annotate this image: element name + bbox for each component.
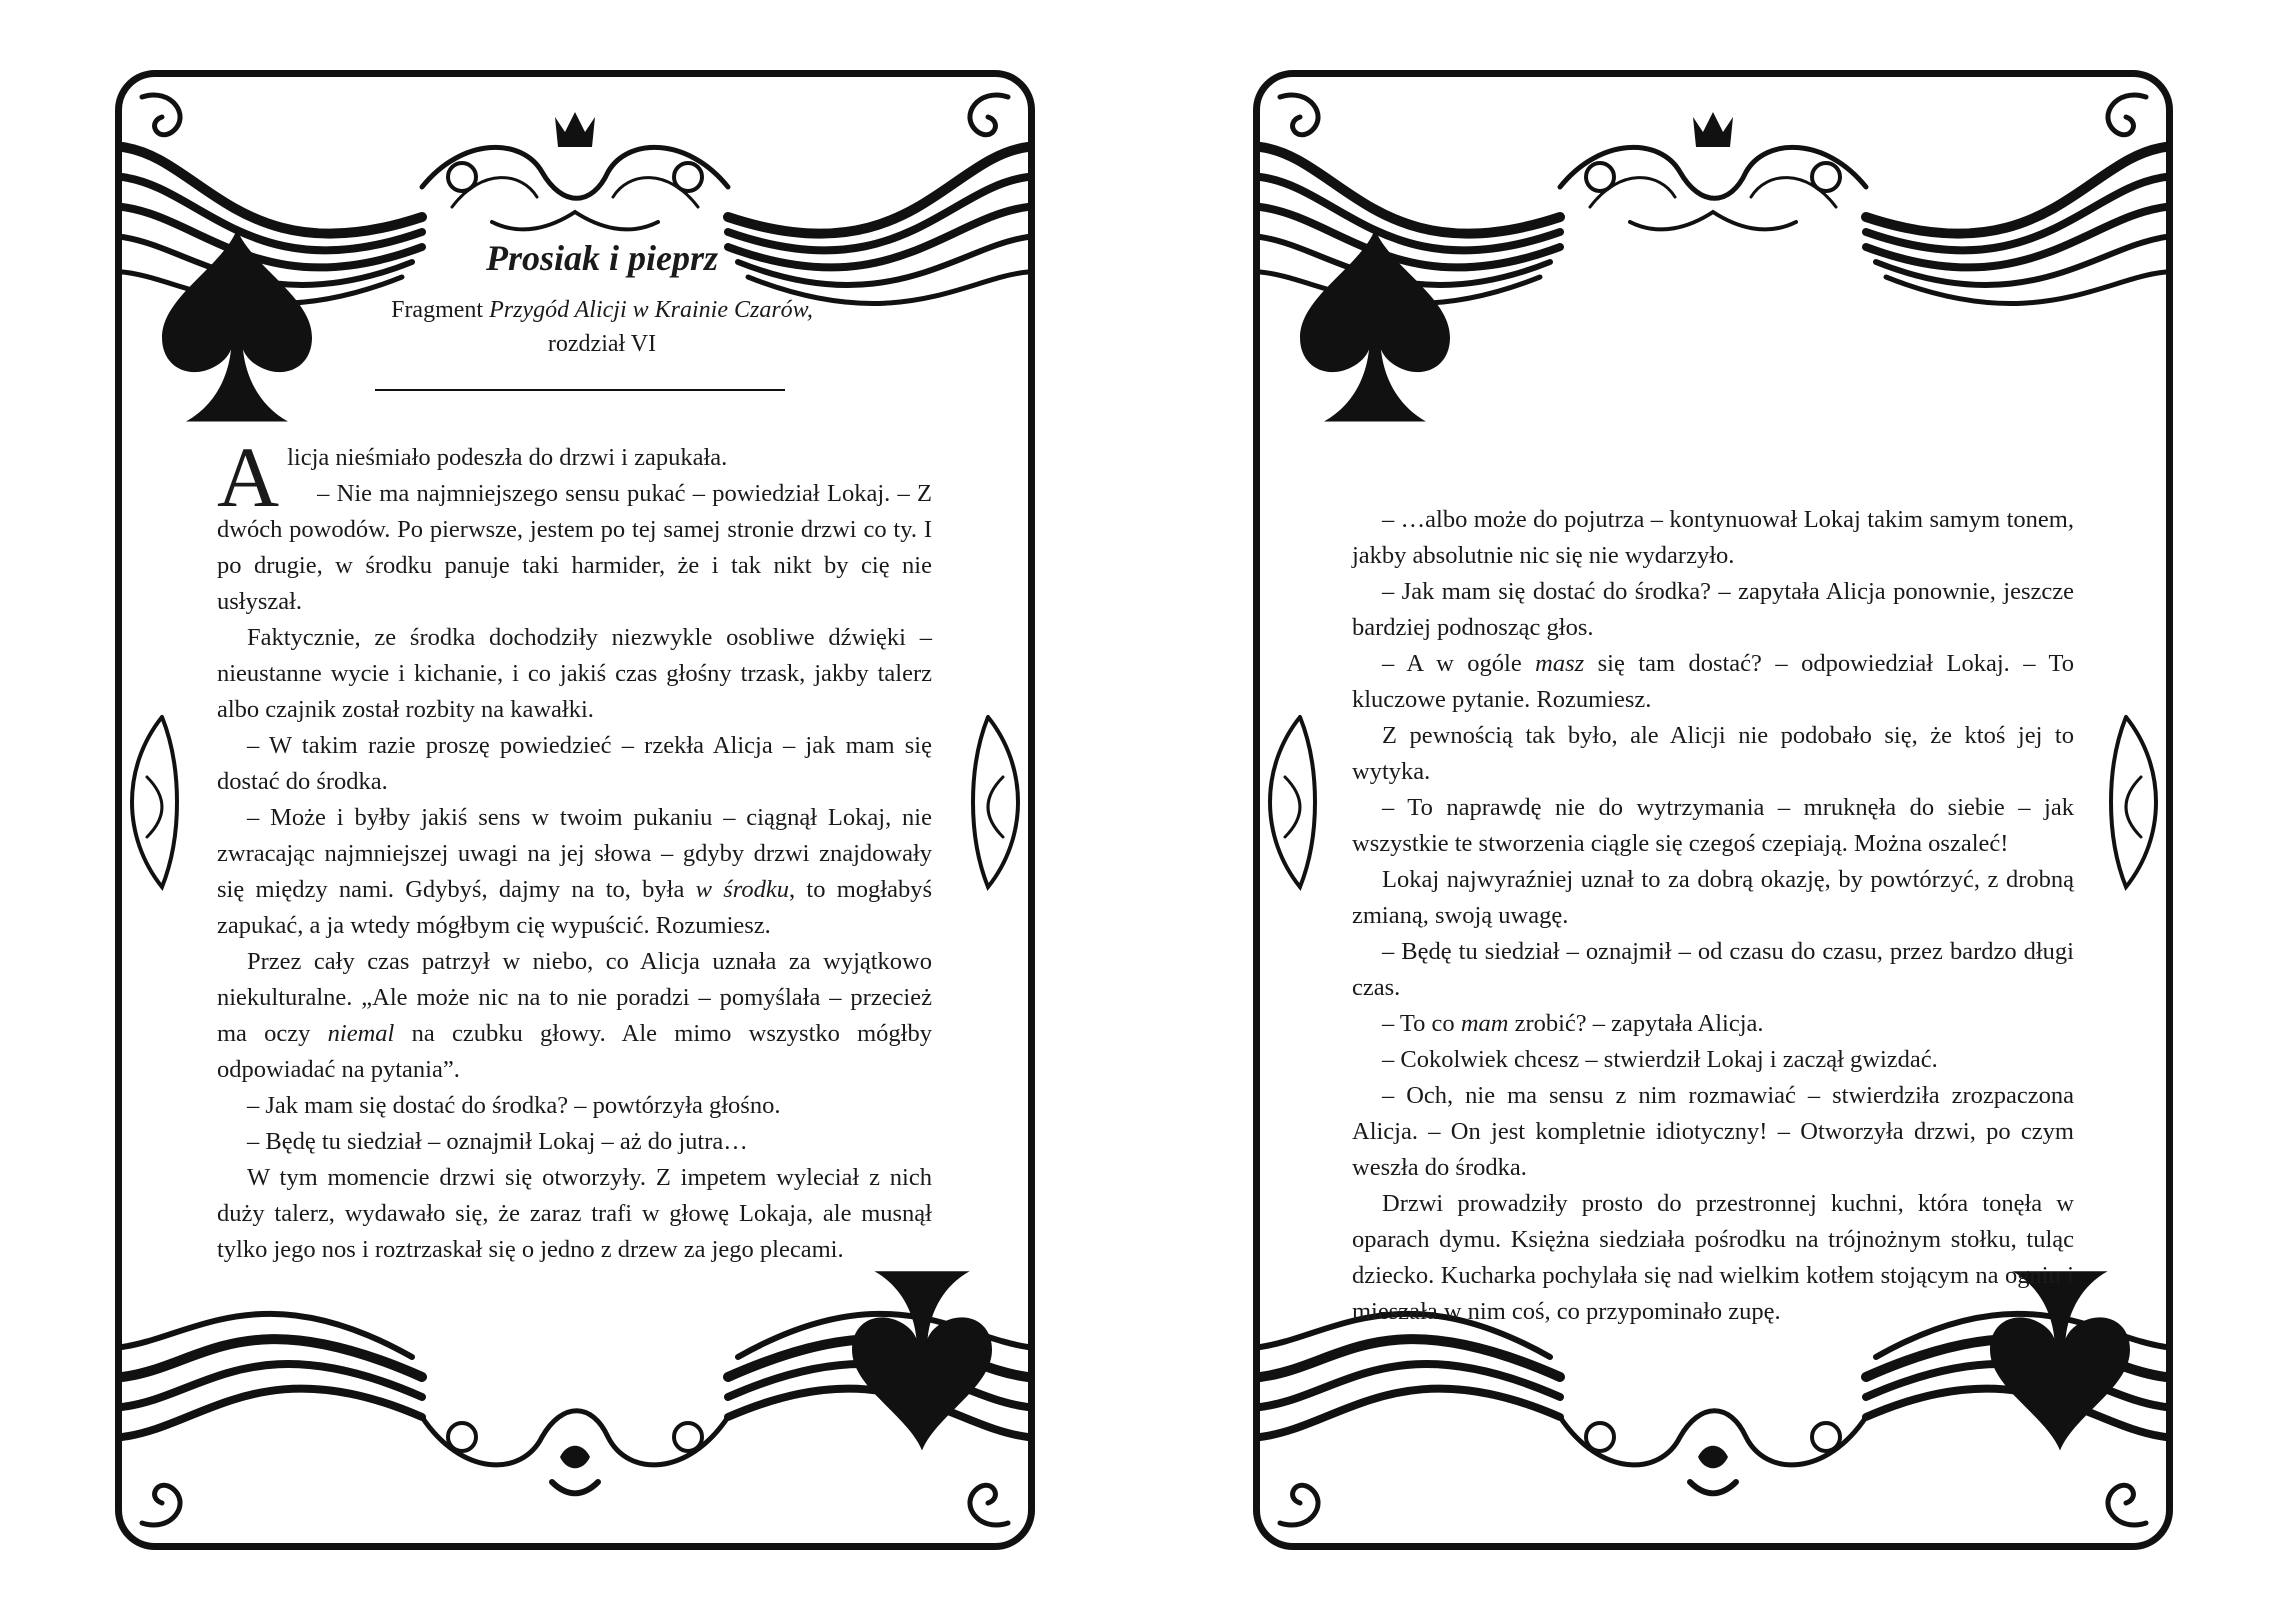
paragraph: Alicja nieśmiało podeszła do drzwi i zapukała. xyxy=(217,429,728,525)
paragraph: – Jak mam się dostać do środka? – powtórzyła głośno. xyxy=(247,1092,781,1119)
paragraph: – Cokolwiek chcesz – stwierdził Lokaj i zaczął gwizdać. xyxy=(1382,1046,1938,1073)
paragraph: – …albo może do pojutrza – kontynuował Lokaj takim samym tonem, jakby absolutnie nic się nie wydarzyło. xyxy=(1352,506,2074,569)
left-page-body xyxy=(217,429,932,1268)
paragraph: – W takim razie proszę powiedzieć – rzekła Alicja – jak mam się dostać do środka. xyxy=(217,732,932,795)
paragraph: – To co mam zrobić? – zapytała Alicja. xyxy=(1382,1010,1764,1037)
paragraph: – Nie ma najmniejszego sensu pukać – powiedział Lokaj. – Z dwóch powodów. Po pierwsze, jestem po tej samej stronie drzwi co ty. I po drugie, w środku panuje taki harmider, że i tak nikt by cię nie usłyszał. xyxy=(217,480,932,615)
paragraph: Z pewnością tak było, ale Alicji nie podobało się, że ktoś jej to wytyka. xyxy=(1352,722,2074,785)
book-title: Przygód Alicji w Krainie Czarów, xyxy=(489,297,813,323)
paragraph: W tym momencie drzwi się otworzyły. Z impetem wyleciał z nich duży talerz, wydawało się, że zaraz trafi w głowę Lokaja, ale musnął tylko jego nos i roztrzaskał się o jedno z drzew za jego plecami. xyxy=(217,1164,932,1263)
paragraph: – Będę tu siedział – oznajmił – od czasu do czasu, przez bardzo długi czas. xyxy=(1352,938,2074,1001)
spade-icon xyxy=(162,227,312,427)
left-page xyxy=(115,70,1035,1550)
paragraph: – Może i byłby jakiś sens w twoim pukaniu – ciągnął Lokaj, nie zwracając najmniejszej uwagi na jej słowa – gdyby drzwi znajdowały się między nami. Gdybyś, dajmy na to, była w środku, to mogłabyś zapukać, a ja wtedy mógłbym cię wypuścić. Rozumiesz. xyxy=(217,804,932,939)
spade-icon xyxy=(1300,227,1450,427)
spade-icon xyxy=(852,1267,992,1452)
crown-icon xyxy=(555,112,595,147)
emphasis: niemal xyxy=(327,1020,395,1047)
right-page xyxy=(1253,70,2173,1550)
crown-icon xyxy=(1693,112,1733,147)
chapter-subtitle xyxy=(352,293,852,361)
emphasis: w środku xyxy=(695,876,789,903)
paragraph: – Będę tu siedział – oznajmił Lokaj – aż do jutra… xyxy=(247,1128,748,1155)
drop-cap: A xyxy=(217,429,280,525)
right-page-body xyxy=(1352,502,2074,1330)
paragraph: Faktycznie, ze środka dochodziły niezwykle osobliwe dźwięki – nieustanne wycie i kichanie, i co jakiś czas głośny trzask, jakby talerz albo czajnik został rozbity na kawałki. xyxy=(217,624,932,723)
chapter-number: rozdział VI xyxy=(547,331,657,357)
paragraph: Drzwi prowadziły prosto do przestronnej kuchni, która tonęła w oparach dymu. Księżna siedziała pośrodku na trójnożnym stołku, tuląc dziecko. Kucharka pochylała się nad wielkim kotłem stojącym na ogniu i mieszała w nim coś, co przypominało zupę. xyxy=(1352,1190,2074,1325)
paragraph: Lokaj najwyraźniej uznał to za dobrą okazję, by powtórzyć, z drobną zmianą, swoją uwagę. xyxy=(1352,866,2074,929)
paragraph: – To naprawdę nie do wytrzymania – mruknęła do siebie – jak wszystkie te stworzenia ciągle się czegoś czepiają. Można oszaleć! xyxy=(1352,794,2074,857)
paragraph: – A w ogóle masz się tam dostać? – odpowiedział Lokaj. – To kluczowe pytanie. Rozumiesz. xyxy=(1352,650,2074,713)
paragraph: – Och, nie ma sensu z nim rozmawiać – stwierdziła zrozpaczona Alicja. – On jest kompletnie idiotyczny! – Otworzyła drzwi, po czym weszła do środka. xyxy=(1352,1082,2074,1181)
paragraph: Przez cały czas patrzył w niebo, co Alicja uznała za wyjątkowo niekulturalne. „Ale może nic na to nie poradzi – pomyślała – przecież ma oczy niemal na czubku głowy. Ale mimo wszystko mógłby odpowiadać na pytania”. xyxy=(217,948,932,1083)
heading-divider xyxy=(375,389,785,391)
chapter-heading xyxy=(352,237,852,361)
emphasis: mam xyxy=(1460,1010,1509,1037)
chapter-title: Prosiak i pieprz xyxy=(485,238,718,278)
subtitle-prefix: Fragment xyxy=(391,297,490,323)
paragraph: – Jak mam się dostać do środka? – zapytała Alicja ponownie, jeszcze bardziej podnosząc głos. xyxy=(1352,578,2074,641)
emphasis: masz xyxy=(1535,650,1585,677)
